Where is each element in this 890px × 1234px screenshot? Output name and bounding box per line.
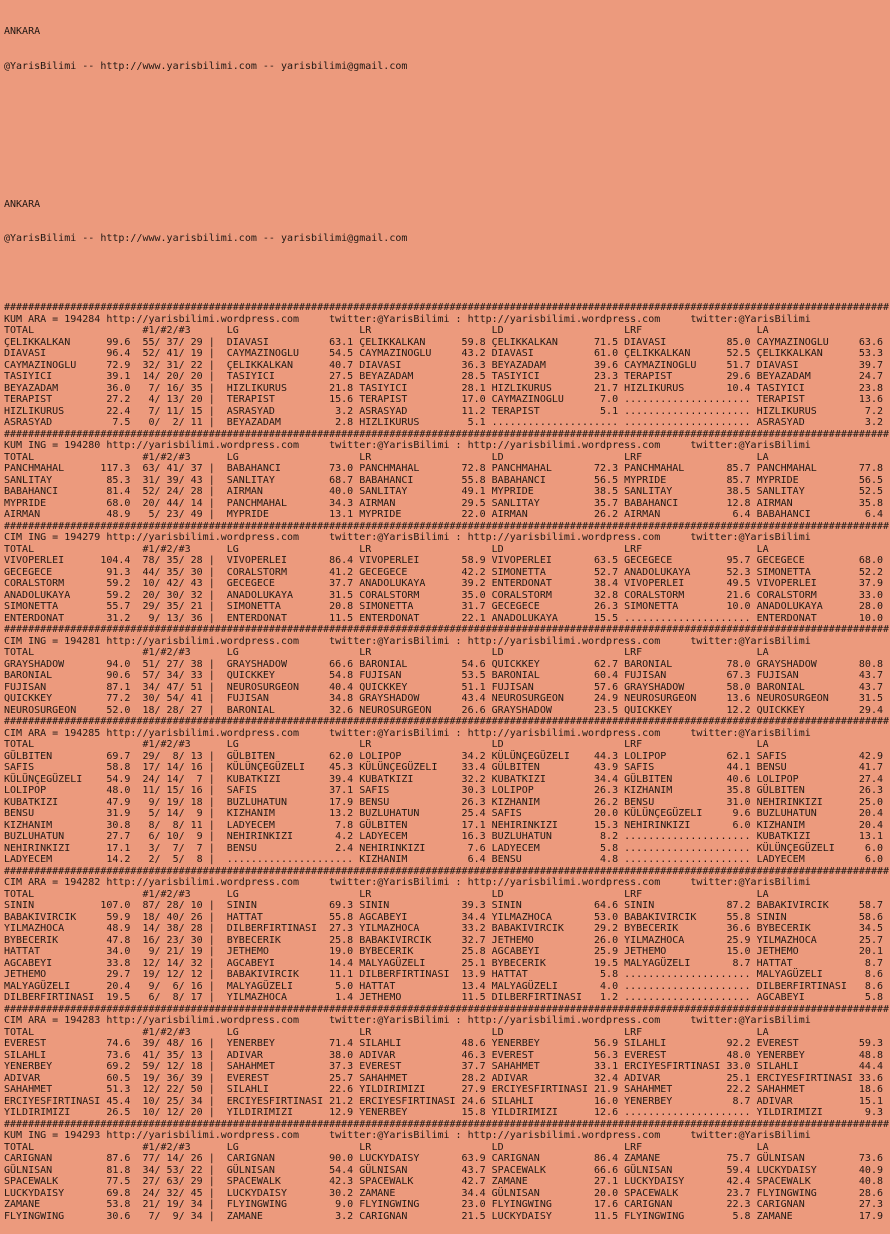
table-row: SILAHLI 73.6 41/ 35/ 13 | ADIVAR 38.0 ADIVAR 46.3 EVEREST 56.3 EVEREST 48.0 YENERBEY 48.8 — [4, 1049, 890, 1061]
table-row: LOLIPOP 48.0 11/ 15/ 16 | SAFIS 37.1 SAFIS 30.3 LOLIPOP 26.3 KIZHANIM 35.8 GÜLBITEN 26.3 — [4, 785, 890, 796]
table-row: LUCKYDAISY 69.8 24/ 32/ 45 | LUCKYDAISY 30.2 ZAMANE 34.4 GÜLNISAN 20.0 SPACEWALK 23.7 FLYINGWING 28.6 — [4, 1187, 890, 1199]
column-header-row: TOTAL #1/#2/#3 LG LR LD LRF LA — [4, 888, 769, 900]
table-row: TASIYICI 39.1 14/ 20/ 20 | TASIYICI 27.5 BEYAZADAM 28.5 TASIYICI 23.3 TERAPIST 29.6 BEYAZADAM 24.7 — [4, 371, 890, 382]
city-title: ANKARA — [4, 26, 41, 37]
section-divider: ################################################################################################################################################### — [4, 1118, 890, 1130]
table-row: NEUROSURGEON 52.0 18/ 28/ 27 | BARONIAL 32.6 NEUROSURGEON 26.6 GRAYSHADOW 23.5 QUICKKEY 12.2 QUICKKEY 29.4 — [4, 704, 890, 716]
section-block — [4, 716, 890, 866]
stats-tables — [4, 302, 890, 1222]
section-block — [4, 624, 890, 716]
column-header-row: TOTAL #1/#2/#3 LG LR LD LRF LA — [4, 543, 769, 555]
table-row: ZAMANE 53.8 21/ 19/ 34 | FLYINGWING 9.0 FLYINGWING 23.0 FLYINGWING 17.6 CARIGNAN 22.3 CARIGNAN 27.3 — [4, 1199, 890, 1210]
table-row: BENSU 31.9 5/ 14/ 9 | KIZHANIM 13.2 BUZLUHATUN 25.4 SAFIS 20.0 KÜLÜNÇEGÜZELI 9.6 BUZLUHATUN 20.4 — [4, 808, 890, 819]
table-row: HATTAT 34.0 9/ 21/ 19 | JETHEMO 19.0 BYBECERIK 25.8 AGCABEYI 25.9 JETHEMO 15.0 JETHEMO 20.1 — [4, 946, 890, 957]
table-row: YILMAZHOCA 48.9 14/ 38/ 28 | DILBERFIRTINASI 27.3 YILMAZHOCA 33.2 BABAKIVIRCIK 29.2 BYBECERIK 36.6 BYBECERIK 34.5 — [4, 923, 890, 934]
table-row: ERCIYESFIRTINASI 45.4 10/ 25/ 34 | ERCIYESFIRTINASI 21.2 ERCIYESFIRTINASI 24.6 SILAHLI 16.0 YENERBEY 8.7 ADIVAR 15.1 — [4, 1095, 890, 1107]
table-row: AGCABEYI 33.8 12/ 14/ 32 | AGCABEYI 14.4 MALYAGÜZELI 25.1 BYBECERIK 19.5 MALYAGÜZELI 8.7 HATTAT 8.7 — [4, 957, 890, 969]
section-header: KUM ING = 194280 http://yarisbilimi.wordpress.com twitter:@YarisBilimi : http://yarisbilimi.wordpress.com twitter:@YarisBilimi — [4, 440, 811, 451]
table-row: GÜLNISAN 81.8 34/ 53/ 22 | GÜLNISAN 54.4 GÜLNISAN 43.7 SPACEWALK 66.6 GÜLNISAN 59.4 LUCKYDAISY 40.9 — [4, 1164, 890, 1176]
section-header: CIM ING = 194281 http://yarisbilimi.wordpress.com twitter:@YarisBilimi : http://yarisbilimi.wordpress.com twitter:@YarisBilimi — [4, 635, 811, 647]
table-row: SAFIS 58.8 17/ 14/ 16 | KÜLÜNÇEGÜZELI 45.3 KÜLÜNÇEGÜZELI 33.4 GÜLBITEN 43.9 SAFIS 44.1 BENSU 41.7 — [4, 762, 890, 773]
column-header-row: TOTAL #1/#2/#3 LG LR LD LRF LA — [4, 1141, 769, 1153]
column-header-row: TOTAL #1/#2/#3 LG LR LD LRF LA — [4, 739, 769, 750]
table-row: DILBERFIRTINASI 19.5 6/ 8/ 17 | YILMAZHOCA 1.4 JETHEMO 11.5 DILBERFIRTINASI 1.2 ..................... AGCABEYI 5.8 — [4, 992, 890, 1003]
section-block — [4, 866, 890, 1004]
table-row: SPACEWALK 77.5 27/ 63/ 29 | SPACEWALK 42.3 SPACEWALK 42.7 ZAMANE 27.1 LUCKYDAISY 42.4 SPACEWALK 40.8 — [4, 1176, 890, 1187]
table-row: VIVOPERLEI 104.4 78/ 35/ 28 | VIVOPERLEI 86.4 VIVOPERLEI 58.9 VIVOPERLEI 63.5 GECEGECE 95.7 GECEGECE 68.0 — [4, 555, 890, 566]
table-row: SININ 107.0 87/ 28/ 10 | SININ 69.3 SININ 39.3 SININ 64.6 SININ 87.2 BABAKIVIRCIK 58.7 — [4, 900, 890, 911]
table-row: ANADOLUKAYA 59.2 20/ 30/ 32 | ANADOLUKAYA 31.5 CORALSTORM 35.0 CORALSTORM 32.8 CORALSTORM 21.6 CORALSTORM 33.0 — [4, 589, 890, 601]
section-header: CIM ING = 194279 http://yarisbilimi.wordpress.com twitter:@YarisBilimi : http://yarisbilimi.wordpress.com twitter:@YarisBilimi — [4, 532, 811, 543]
table-row: CAYMAZINOGLU 72.9 32/ 31/ 22 | ÇELIKKALKAN 40.7 DIAVASI 36.3 BEYAZADAM 39.6 CAYMAZINOGLU 51.7 DIAVASI 39.7 — [4, 359, 890, 371]
table-row: PANCHMAHAL 117.3 63/ 41/ 37 | BABAHANCI 73.0 PANCHMAHAL 72.8 PANCHMAHAL 72.3 PANCHMAHAL 85.7 PANCHMAHAL 77.8 — [4, 463, 890, 474]
section-block — [4, 429, 890, 521]
column-header-row: TOTAL #1/#2/#3 LG LR LD LRF LA — [4, 451, 769, 463]
table-row: MYPRIDE 68.0 20/ 44/ 14 | PANCHMAHAL 34.3 AIRMAN 29.5 SANLITAY 35.7 BABAHANCI 12.8 AIRMAN 35.8 — [4, 497, 890, 509]
section-block — [4, 521, 890, 625]
table-row: JETHEMO 29.7 19/ 12/ 12 | BABAKIVIRCIK 11.1 DILBERFIRTINASI 13.9 HATTAT 5.8 ..................... MALYAGÜZELI 8.6 — [4, 969, 890, 980]
contact-line: @YarisBilimi -- http://www.yarisbilimi.com -- yarisbilimi@gmail.com — [4, 233, 408, 244]
table-row: ÇELIKKALKAN 99.6 55/ 37/ 29 | DIAVASI 63.1 ÇELIKKALKAN 59.8 ÇELIKKALKAN 71.5 DIAVASI 85.0 CAYMAZINOGLU 63.6 — [4, 336, 890, 348]
table-row: ADIVAR 60.5 19/ 36/ 39 | EVEREST 25.7 SAHAHMET 28.2 ADIVAR 32.4 ADIVAR 25.1 ERCIYESFIRTINASI 33.6 — [4, 1072, 890, 1084]
section-divider: ################################################################################################################################################### — [4, 1003, 890, 1015]
section-divider: ################################################################################################################################################### — [4, 716, 890, 727]
section-header: CIM ARA = 194282 http://yarisbilimi.wordpress.com twitter:@YarisBilimi : http://yarisbilimi.wordpress.com twitter:@YarisBilimi — [4, 877, 811, 888]
table-row: GÜLBITEN 69.7 29/ 8/ 13 | GÜLBITEN 62.0 LOLIPOP 34.2 KÜLÜNÇEGÜZELI 44.3 LOLIPOP 62.1 SAFIS 42.9 — [4, 750, 890, 762]
table-row: EVEREST 74.6 39/ 48/ 16 | YENERBEY 71.4 SILAHLI 48.6 YENERBEY 56.9 SILAHLI 92.2 EVEREST 59.3 — [4, 1038, 890, 1049]
city-title: ANKARA — [4, 198, 41, 210]
table-row: GECEGECE 91.3 44/ 35/ 30 | CORALSTORM 41.2 GECEGECE 42.2 SIMONETTA 52.7 ANADOLUKAYA 52.3 SIMONETTA 52.2 — [4, 566, 890, 578]
table-row: LADYECEM 14.2 2/ 5/ 8 | ..................... KIZHANIM 6.4 BENSU 4.8 ..................... LADYECEM 6.0 — [4, 854, 890, 865]
blank-line — [4, 164, 890, 176]
table-row: MALYAGÜZELI 20.4 9/ 6/ 16 | MALYAGÜZELI 5.0 HATTAT 13.4 MALYAGÜZELI 4.0 ..................... DILBERFIRTINASI 8.6 — [4, 980, 890, 992]
section-block — [4, 1119, 890, 1223]
table-row: BEYAZADAM 36.0 7/ 16/ 35 | HIZLIKURUS 21.8 TASIYICI 28.1 HIZLIKURUS 21.7 HIZLIKURUS 10.4 TASIYICI 23.8 — [4, 382, 890, 394]
table-row: ENTERDONAT 31.2 9/ 13/ 36 | ENTERDONAT 11.5 ENTERDONAT 22.1 ANADOLUKAYA 15.5 ..................... ENTERDONAT 10.0 — [4, 612, 890, 624]
section-header: CIM ARA = 194285 http://yarisbilimi.wordpress.com twitter:@YarisBilimi : http://yarisbilimi.wordpress.com twitter:@YarisBilimi — [4, 727, 811, 739]
table-row: KÜLÜNÇEGÜZELI 54.9 24/ 14/ 7 | KUBATKIZI 39.4 KUBATKIZI 32.2 KUBATKIZI 34.4 GÜLBITEN 40.6 LOLIPOP 27.4 — [4, 773, 890, 785]
table-row: NEHIRINKIZI 17.1 3/ 7/ 7 | BENSU 2.4 NEHIRINKIZI 7.6 LADYECEM 5.8 ..................... KÜLÜNÇEGÜZELI 6.0 — [4, 842, 890, 854]
column-header-row: TOTAL #1/#2/#3 LG LR LD LRF LA — [4, 325, 769, 336]
section-divider: ################################################################################################################################################### — [4, 865, 890, 877]
contact-line: @YarisBilimi -- http://www.yarisbilimi.com -- yarisbilimi@gmail.com — [4, 60, 408, 72]
table-row: FLYINGWING 30.6 7/ 9/ 34 | ZAMANE 3.2 CARIGNAN 21.5 LUCKYDAISY 11.5 FLYINGWING 5.8 ZAMANE 17.9 — [4, 1210, 890, 1222]
section-divider: ################################################################################################################################################### — [4, 520, 890, 532]
blank-line — [4, 95, 890, 107]
table-row: BUZLUHATUN 27.7 6/ 10/ 9 | NEHIRINKIZI 4.2 LADYECEM 16.3 BUZLUHATUN 8.2 ..................... KUBATKIZI 13.1 — [4, 831, 890, 842]
section-block — [4, 302, 890, 429]
table-row: BABAHANCI 81.4 52/ 24/ 28 | AIRMAN 40.0 SANLITAY 49.1 MYPRIDE 38.5 SANLITAY 38.5 SANLITAY 52.5 — [4, 486, 890, 497]
section-block — [4, 1004, 890, 1119]
section-divider: ################################################################################################################################################### — [4, 624, 890, 635]
blank-line — [4, 130, 890, 142]
column-header-row: TOTAL #1/#2/#3 LG LR LD LRF LA — [4, 1026, 769, 1038]
table-row: ASRASYAD 7.5 0/ 2/ 11 | BEYAZADAM 2.8 HIZLIKURUS 5.1 ..................... ..................... ASRASYAD 3.2 — [4, 417, 890, 428]
section-header: CIM ARA = 194283 http://yarisbilimi.wordpress.com twitter:@YarisBilimi : http://yarisbilimi.wordpress.com twitter:@YarisBilimi — [4, 1015, 811, 1026]
table-row: CARIGNAN 87.6 77/ 14/ 26 | CARIGNAN 90.0 LUCKYDAISY 63.9 CARIGNAN 86.4 ZAMANE 75.7 GÜLNISAN 73.6 — [4, 1153, 890, 1164]
table-row: CORALSTORM 59.2 10/ 42/ 43 | GECEGECE 37.7 ANADOLUKAYA 39.2 ENTERDONAT 38.4 VIVOPERLEI 49.5 VIVOPERLEI 37.9 — [4, 578, 890, 589]
section-divider: ################################################################################################################################################### — [4, 302, 890, 313]
table-row: DIAVASI 96.4 52/ 41/ 19 | CAYMAZINOGLU 54.5 CAYMAZINOGLU 43.2 DIAVASI 61.0 ÇELIKKALKAN 52.5 ÇELIKKALKAN 53.3 — [4, 348, 890, 359]
table-row: BARONIAL 90.6 57/ 34/ 33 | QUICKKEY 54.8 FUJISAN 53.5 BARONIAL 60.4 FUJISAN 67.3 FUJISAN 43.7 — [4, 670, 890, 681]
column-header-row: TOTAL #1/#2/#3 LG LR LD LRF LA — [4, 647, 769, 658]
table-row: KUBATKIZI 47.9 9/ 19/ 18 | BUZLUHATUN 17.9 BENSU 26.3 KIZHANIM 26.2 BENSU 31.0 NEHIRINKIZI 25.0 — [4, 796, 890, 808]
table-row: BABAKIVIRCIK 59.9 18/ 40/ 26 | HATTAT 55.8 AGCABEYI 34.4 YILMAZHOCA 53.0 BABAKIVIRCIK 55.8 SININ 58.6 — [4, 911, 890, 923]
table-row: HIZLIKURUS 22.4 7/ 11/ 15 | ASRASYAD 3.2 ASRASYAD 11.2 TERAPIST 5.1 ..................... HIZLIKURUS 7.2 — [4, 405, 890, 417]
blank-line — [4, 268, 890, 280]
table-row: BYBECERIK 47.8 16/ 23/ 30 | BYBECERIK 25.8 BABAKIVIRCIK 32.7 JETHEMO 26.0 YILMAZHOCA 25.9 YILMAZHOCA 25.7 — [4, 934, 890, 946]
table-row: SAHAHMET 51.3 12/ 22/ 50 | SILAHLI 22.6 YILDIRIMIZI 27.9 ERCIYESFIRTINASI 21.9 SAHAHMET 22.2 SAHAHMET 18.6 — [4, 1084, 890, 1095]
table-row: TERAPIST 27.2 4/ 13/ 20 | TERAPIST 15.6 TERAPIST 17.0 CAYMAZINOGLU 7.0 ..................... TERAPIST 13.6 — [4, 394, 890, 405]
table-row: GRAYSHADOW 94.0 51/ 27/ 38 | GRAYSHADOW 66.6 BARONIAL 54.6 QUICKKEY 62.7 BARONIAL 78.0 GRAYSHADOW 80.8 — [4, 658, 890, 670]
table-row: FUJISAN 87.1 34/ 47/ 51 | NEUROSURGEON 40.4 QUICKKEY 51.1 FUJISAN 57.6 GRAYSHADOW 58.0 BARONIAL 43.7 — [4, 681, 890, 693]
section-divider: ################################################################################################################################################### — [4, 428, 890, 440]
table-row: QUICKKEY 77.2 30/ 54/ 41 | FUJISAN 34.8 GRAYSHADOW 43.4 NEUROSURGEON 24.9 NEUROSURGEON 13.6 NEUROSURGEON 31.5 — [4, 693, 890, 704]
table-row: SANLITAY 85.3 31/ 39/ 43 | SANLITAY 68.7 BABAHANCI 55.8 BABAHANCI 56.5 MYPRIDE 85.7 MYPRIDE 56.5 — [4, 474, 890, 486]
table-row: YILDIRIMIZI 26.5 10/ 12/ 20 | YILDIRIMIZI 12.9 YENERBEY 15.8 YILDIRIMIZI 12.6 ..................... YILDIRIMIZI 9.3 — [4, 1107, 890, 1118]
table-row: YENERBEY 69.2 59/ 12/ 18 | SAHAHMET 37.3 EVEREST 37.7 SAHAHMET 33.1 ERCIYESFIRTINASI 33.0 SILAHLI 44.4 — [4, 1061, 890, 1072]
section-header: KUM ING = 194293 http://yarisbilimi.wordpress.com twitter:@YarisBilimi : http://yarisbilimi.wordpress.com twitter:@YarisBilimi — [4, 1130, 811, 1141]
table-row: SIMONETTA 55.7 29/ 35/ 21 | SIMONETTA 20.8 SIMONETTA 31.7 GECEGECE 26.3 SIMONETTA 10.0 ANADOLUKAYA 28.0 — [4, 601, 890, 612]
table-row: KIZHANIM 30.8 8/ 8/ 11 | LADYECEM 7.8 GÜLBITEN 17.1 NEHIRINKIZI 15.3 NEHIRINKIZI 6.0 KIZHANIM 20.4 — [4, 819, 890, 831]
section-header: KUM ARA = 194284 http://yarisbilimi.wordpress.com twitter:@YarisBilimi : http://yarisbilimi.wordpress.com twitter:@YarisBilimi — [4, 313, 811, 325]
table-row: AIRMAN 48.9 5/ 23/ 49 | MYPRIDE 13.1 MYPRIDE 22.0 AIRMAN 26.2 AIRMAN 6.4 BABAHANCI 6.4 — [4, 509, 890, 520]
